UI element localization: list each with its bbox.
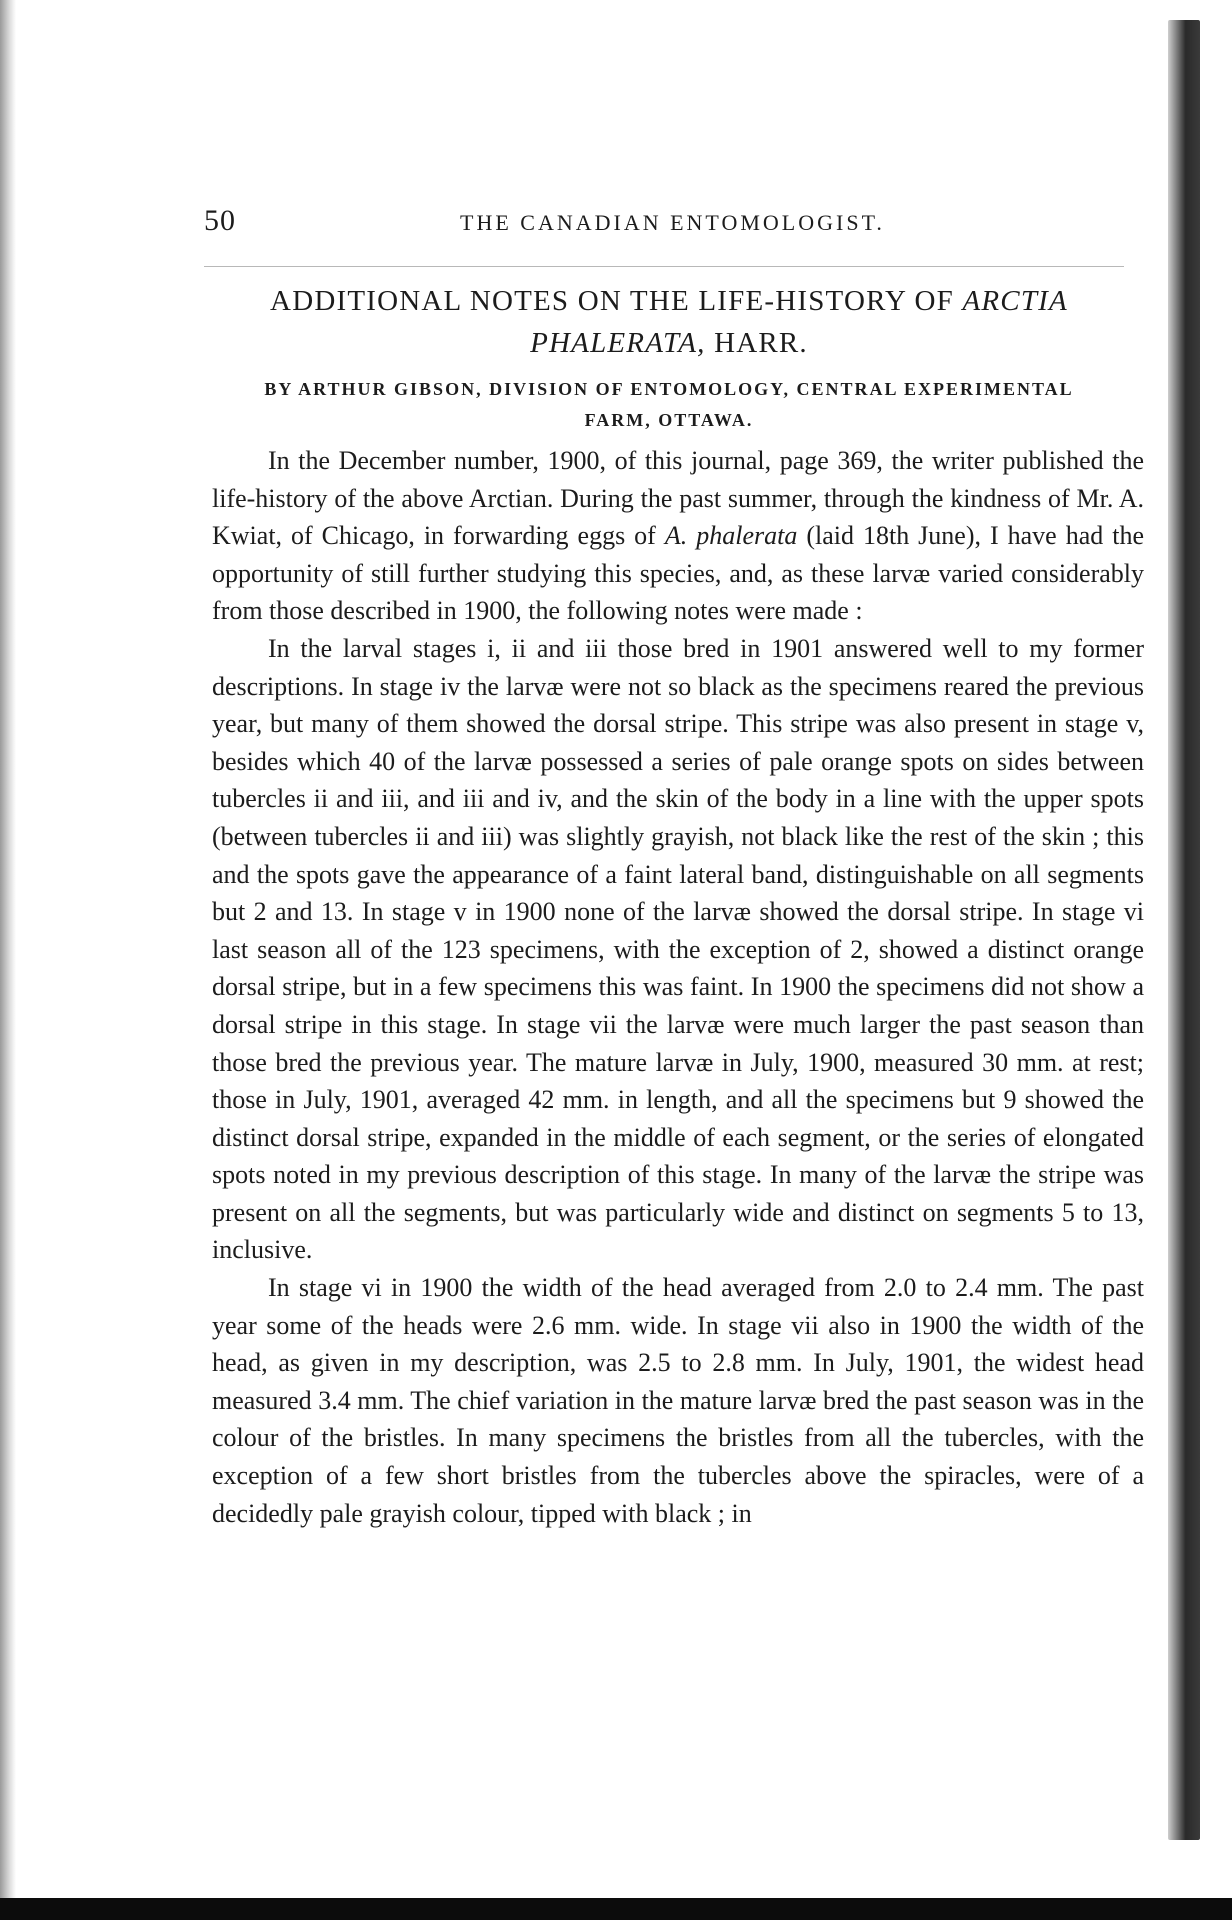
title-line2-scientific-name: PHALERATA, <box>530 327 706 359</box>
paragraph-1 <box>212 442 1144 630</box>
byline <box>204 374 1134 436</box>
scan-bottom-edge <box>0 1898 1232 1920</box>
page-number: 50 <box>204 204 236 237</box>
paragraph-2: In the larval stages i, ii and iii those bred in 1901 answered well to my former descriptions. In stage iv the larvæ were not so black as the specimens reared the previous year, but many of them showed the dorsal stripe. This stripe was also present in stage v, besides which 40 of the larvæ possessed a series of pale orange spots on sides between tubercles ii and iii, and iii and iv, and the skin of the body in a line with the upper spots (between tubercles ii and iii) was slightly grayish, not black like the rest of the skin ; this and the spots gave the appearance of a faint lateral band, distinguishable on all segments but 2 and 13. In stage v in 1900 none of the larvæ showed the dorsal stripe. In stage vi last season all of the 123 specimens, with the exception of 2, showed a distinct orange dorsal stripe, but in a few specimens this was faint. In 1900 the specimens did not show a dorsal stripe in this stage. In stage vii the larvæ were much larger the past season than those bred the previous year. The mature larvæ in July, 1900, measured 30 mm. at rest; those in July, 1901, averaged 42 mm. in length, and all the specimens but 9 showed the distinct dorsal stripe, expanded in the middle of each segment, or the series of elongated spots noted in my previous description of this stage. In many of the larvæ the stripe was present on all the segments, but was particularly wide and distinct on segments 5 to 13, inclusive. <box>212 633 1144 1265</box>
title-line2-author: HARR. <box>714 327 808 359</box>
page-binding-shadow <box>1168 20 1200 1840</box>
paragraph-1-text-b: (laid 18th June), I have had the opportunity of still further studying this species, and, as these larvæ varied considerably from those described in 1900, the following notes were made : <box>212 521 1144 626</box>
scan-left-edge <box>0 0 16 1920</box>
header-rule <box>204 266 1124 267</box>
article-body <box>212 442 1144 1532</box>
paragraph-1-text-a: In the December number, 1900, of this journal, page 369, the writer published the life-history of the above Arctian. During the past summer, through the kindness of Mr. A. Kwiat, of Chicago, in forwarding eggs of <box>212 446 1144 551</box>
title-line1-text: ADDITIONAL NOTES ON THE LIFE-HISTORY OF <box>270 285 955 317</box>
article-title <box>204 280 1134 364</box>
byline-line2: FARM, OTTAWA. <box>584 410 754 430</box>
paragraph-3: In stage vi in 1900 the width of the head averaged from 2.0 to 2.4 mm. The past year some of the heads were 2.6 mm. wide. In stage vii also in 1900 the width of the head, as given in my description, was 2.5 to 2.8 mm. In July, 1901, the widest head measured 3.4 mm. The chief variation in the mature larvæ bred the past season was in the colour of the bristles. In many specimens the bristles from all the tubercles, with the exception of a few short bristles from the tubercles above the spiracles, were of a decidedly pale grayish colour, tipped with black ; in <box>212 1273 1144 1528</box>
journal-title: THE CANADIAN ENTOMOLOGIST. <box>460 210 885 235</box>
running-head <box>204 204 1124 244</box>
scan-right-margin <box>1200 0 1232 1920</box>
paragraph-1-scientific-name: A. phalerata <box>664 521 798 551</box>
byline-line1: BY ARTHUR GIBSON, DIVISION OF ENTOMOLOGY, CENTRAL EXPERIMENTAL <box>264 379 1074 399</box>
title-line1-scientific-name: ARCTIA <box>962 285 1068 317</box>
